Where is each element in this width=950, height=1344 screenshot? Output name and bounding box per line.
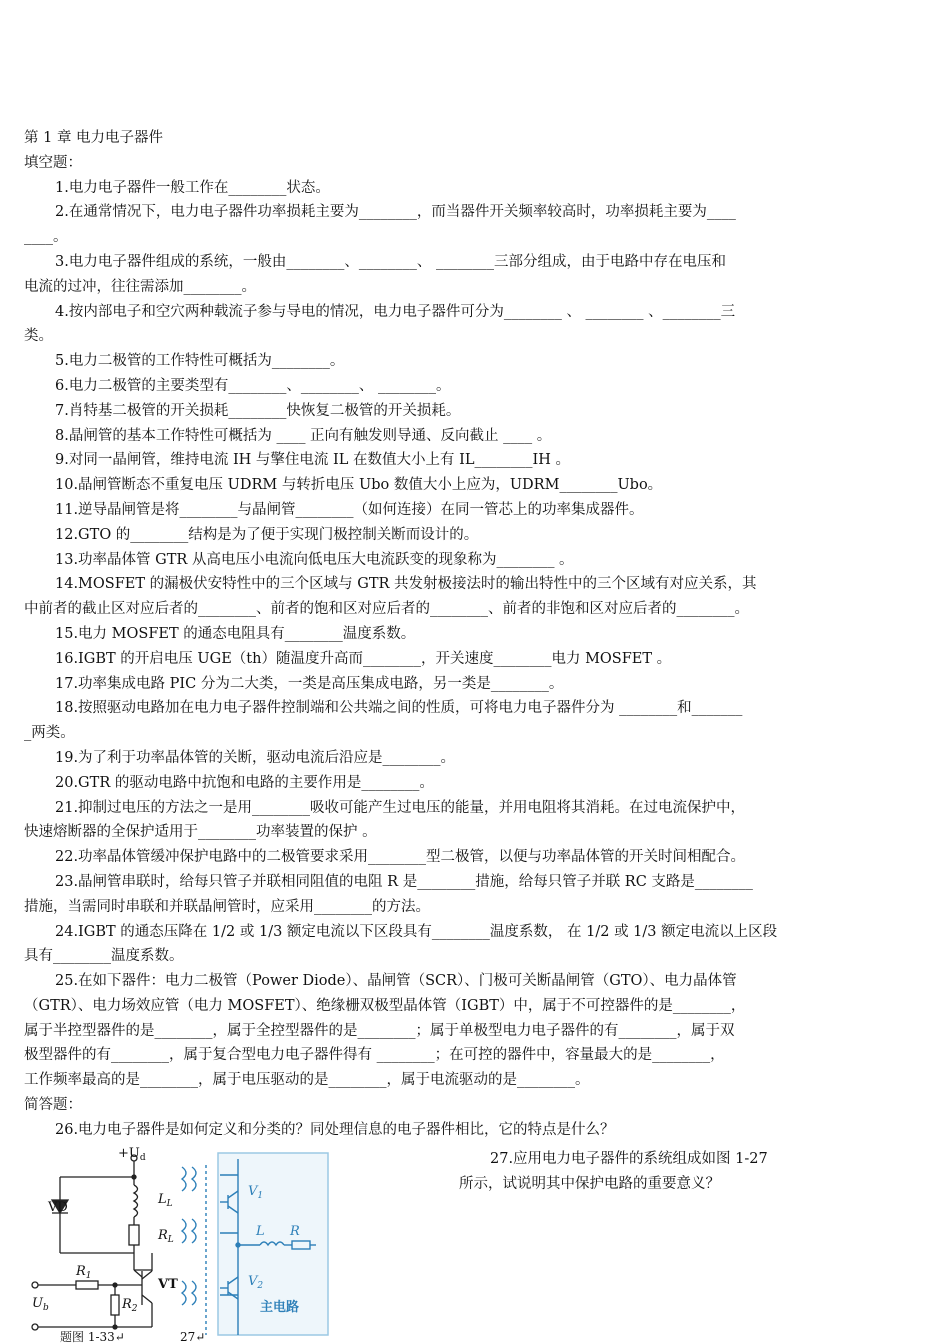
- resistor-r1-icon: [76, 1281, 98, 1289]
- text-line: 26.电力电子器件是如何定义和分类的？同处理信息的电子器件相比，它的特点是什么？: [55, 1121, 615, 1138]
- text-line: 4.按内部电子和空穴两种载流子参与导电的情况，电力电子器件可分为________ 、 ________ 、________三: [55, 303, 736, 320]
- text-line: 电流的过冲，往往需添加________。: [24, 278, 256, 295]
- text-line: 7.肖特基二极管的开关损耗________快恢复二极管的开关损耗。: [55, 402, 461, 419]
- text-line: 22.功率晶体管缓冲保护电路中的二极管要求采用________型二极管，以便与功率晶体管的开关时间相配合。: [55, 849, 746, 866]
- text-line: _两类。: [24, 725, 75, 742]
- text-line: 14.MOSFET 的漏极伏安特性中的三个区域与 GTR 共发射极接法时的输出特性中的三个区域有对应关系，其: [55, 576, 757, 593]
- label-l: L: [256, 1224, 265, 1239]
- label-ud: $+U_d$: [118, 1146, 146, 1163]
- section-heading-fill: 填空题：: [24, 154, 82, 171]
- text-line: 20.GTR 的驱动电路中抗饱和电路的主要作用是________。: [55, 774, 434, 791]
- text-line: 15.电力 MOSFET 的通态电阻具有________温度系数。: [55, 625, 416, 642]
- right-circuit: [182, 1153, 328, 1335]
- question-27: [459, 1147, 819, 1197]
- text-line: 工作频率最高的是________，属于电压驱动的是________，属于电流驱动的是________。: [24, 1072, 590, 1089]
- label-ub: $U_b$: [32, 1296, 49, 1313]
- text-line: 中前者的截止区对应后者的________、前者的饱和区对应后者的________、前者的非饱和区对应后者的________。: [24, 601, 749, 618]
- text-line: 2.在通常情况下，电力电子器件功率损耗主要为________，而当器件开关频率较高时，功率损耗主要为____: [55, 204, 736, 221]
- resistor-rl-icon: [129, 1225, 139, 1245]
- question-27-line-1: 27.应用电力电子器件的系统组成如图 1-27: [490, 1151, 768, 1167]
- label-v2: $V_2$: [248, 1274, 264, 1291]
- label-vd: VD: [48, 1200, 68, 1215]
- label-vt: VT: [158, 1277, 178, 1292]
- question-list: [24, 176, 814, 1143]
- label-ll: $L_L$: [158, 1192, 173, 1209]
- text-line: （GTR）、电力场效应管（电力 MOSFET）、绝缘栅双极型晶体管（IGBT）中，属于不可控器件的是________，: [24, 997, 746, 1014]
- text-line: 简答题：: [24, 1097, 82, 1114]
- caption-right: 27↵: [180, 1330, 206, 1344]
- text-line: 25.在如下器件：电力二极管（Power Diode）、晶闸管（SCR）、门极可关断晶闸管（GTO）、电力晶体管: [55, 973, 737, 990]
- chapter-title: 第 1 章 电力电子器件: [24, 130, 164, 146]
- text-line: 快速熔断器的全保护适用于________功率装置的保护 。: [24, 824, 377, 841]
- text-line: 类。: [24, 328, 53, 345]
- text-line: 9.对同一晶闸管，维持电流 IH 与擎住电流 IL 在数值大小上有 IL________IH 。: [55, 452, 570, 469]
- text-line: 5.电力二极管的工作特性可概括为________。: [55, 353, 345, 370]
- text-line: 极型器件的有________，属于复合型电力电子器件得有 ________；在可控的器件中，容量最大的是________，: [24, 1047, 725, 1064]
- text-line: 16.IGBT 的开启电压 UGE（th）随温度升高而________，开关速度________电力 MOSFET 。: [55, 650, 672, 667]
- text-line: 18.按照驱动电路加在电力电子器件控制端和公共端之间的性质，可将电力电子器件分为 ________和_______: [55, 700, 743, 717]
- text-line: 具有________温度系数。: [24, 948, 184, 965]
- text-line: ____。: [24, 229, 68, 246]
- caption-left: 题图 1-33↵: [60, 1330, 125, 1344]
- label-r: R: [290, 1224, 300, 1239]
- label-v1: $V_1$: [248, 1184, 264, 1201]
- document-body: [24, 126, 814, 1143]
- text-line: 属于半控型器件的是________，属于全控型器件的是________；属于单极型电力电子器件的有________，属于双: [24, 1022, 735, 1039]
- text-line: 21.抑制过电压的方法之一是用________吸收可能产生过电压的能量，并用电阻将其消耗。在过电流保护中，: [55, 799, 746, 816]
- text-line: 6.电力二极管的主要类型有________、________、 ________。: [55, 377, 451, 394]
- text-line: 11.逆导晶闸管是将________与晶闸管________（如何连接）在同一管芯上的功率集成器件。: [55, 501, 644, 518]
- resistor-r2-icon: [111, 1295, 119, 1315]
- question-27-line-2: 所示，试说明其中保护电路的重要意义？: [459, 1175, 720, 1192]
- text-line: 24.IGBT 的通态压降在 1/2 或 1/3 额定电流以下区段具有________温度系数， 在 1/2 或 1/3 额定电流以上区段: [55, 923, 778, 940]
- label-r2: $R_2$: [122, 1297, 138, 1314]
- text-line: 12.GTO 的________结构是为了便于实现门极控制关断而设计的。: [55, 526, 479, 543]
- text-line: 8.晶闸管的基本工作特性可概括为 ____ 正向有触发则导通、反向截止 ____ 。: [55, 427, 552, 444]
- figure-circuit: [20, 1145, 340, 1344]
- label-main-circuit: 主电路: [260, 1300, 300, 1315]
- text-line: 13.功率晶体管 GTR 从高电压小电流向低电压大电流跃变的现象称为________ 。: [55, 551, 574, 568]
- text-line: 3.电力电子器件组成的系统，一般由________、________、 ________三部分组成，由于电路中存在电压和: [55, 253, 726, 270]
- label-rl: $R_L$: [158, 1228, 174, 1245]
- text-line: 19.为了利于功率晶体管的关断，驱动电流后沿应是________。: [55, 749, 456, 766]
- text-line: 23.晶闸管串联时，给每只管子并联相同阻值的电阻 R 是________措施，给每只管子并联 RC 支路是________: [55, 873, 753, 890]
- text-line: 措施，当需同时串联和并联晶闸管时，应采用________的方法。: [24, 898, 430, 915]
- text-line: 10.晶闸管断态不重复电压 UDRM 与转折电压 Ubo 数值大小上应为，UDRM________Ubo。: [55, 477, 663, 494]
- label-r1: $R_1$: [76, 1264, 92, 1281]
- text-line: 1.电力电子器件一般工作在________状态。: [55, 179, 330, 196]
- text-line: 17.功率集成电路 PIC 分为二大类，一类是高压集成电路，另一类是________。: [55, 675, 564, 692]
